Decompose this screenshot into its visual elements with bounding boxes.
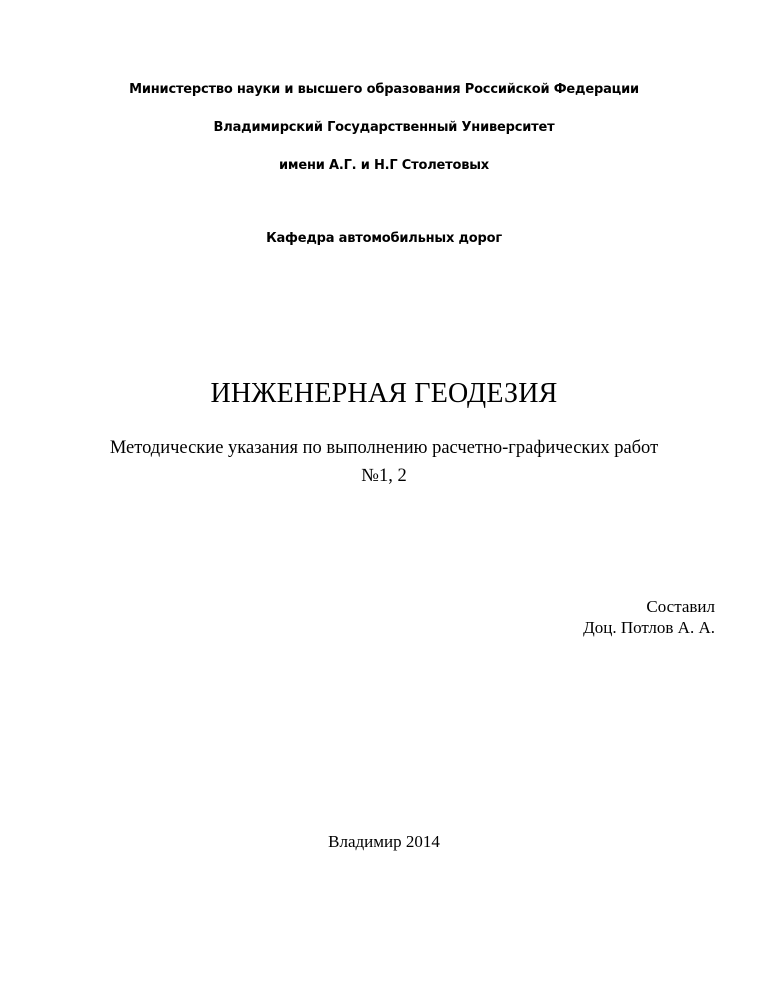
city-year: Владимир 2014 xyxy=(328,832,440,851)
university-heading: Владимирский Государственный Университет xyxy=(213,120,555,135)
university-named-after: имени А.Г. и Н.Г Столетовых xyxy=(279,158,489,173)
department-heading: Кафедра автомобильных дорог xyxy=(266,231,502,246)
ministry-heading: Министерство науки и высшего образования Российской Федерации xyxy=(129,82,639,97)
document-subtitle-line-1: Методические указания по выполнению расчетно-графических работ xyxy=(109,438,659,458)
compiled-by-label: Составил xyxy=(646,597,715,616)
document-subtitle-line-2: №1, 2 xyxy=(361,466,407,486)
document-title: ИНЖЕНЕРНАЯ ГЕОДЕЗИЯ xyxy=(210,378,558,409)
author-name: Доц. Потлов А. А. xyxy=(583,618,715,637)
